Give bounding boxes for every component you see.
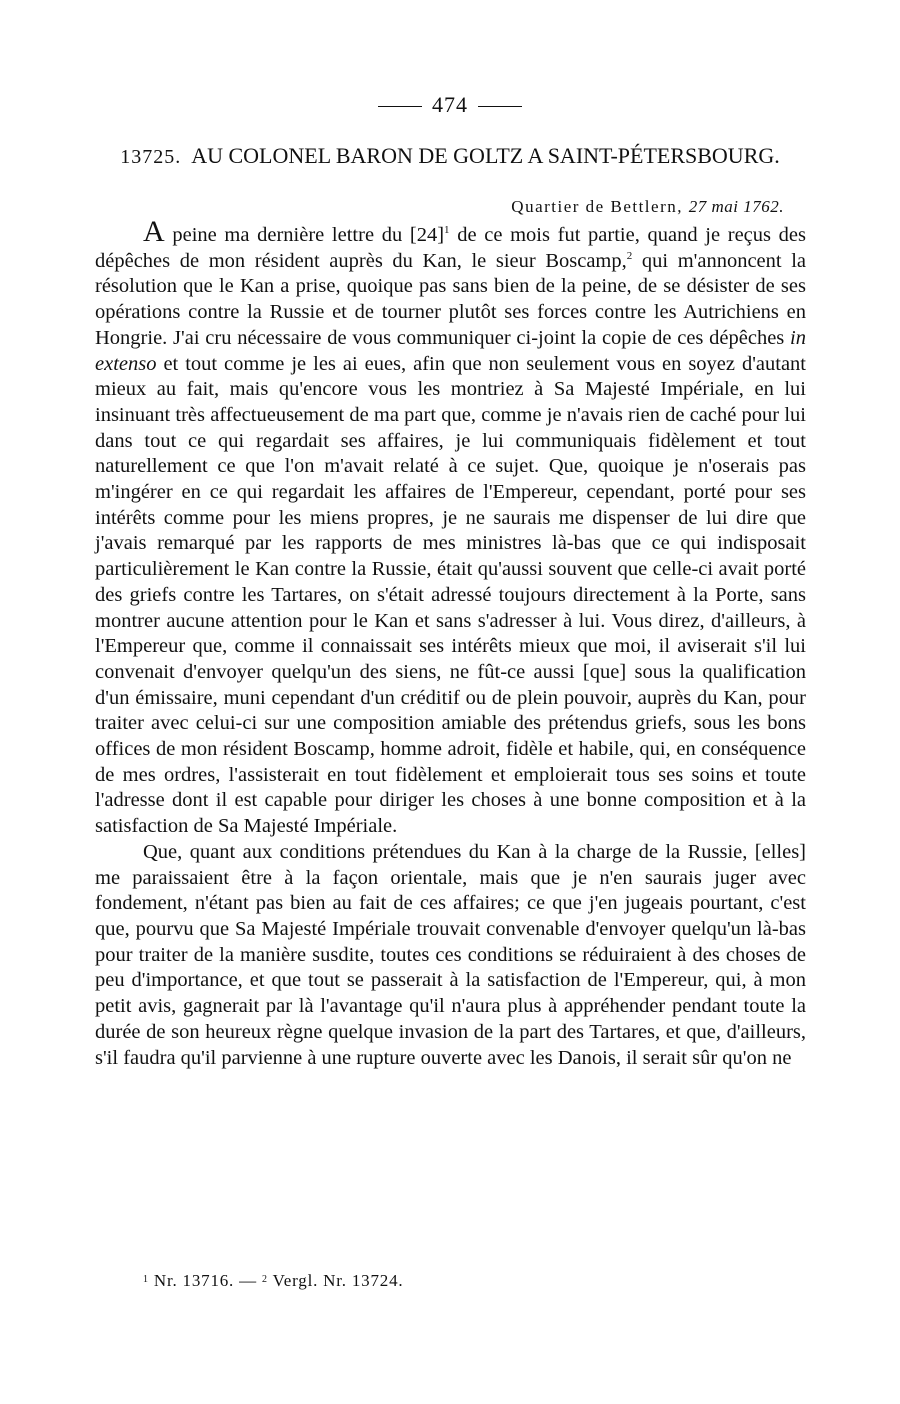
paragraph-1-part-d: et tout comme je les ai eues, afin que non seulement vous en soyez d'autant mieux au fait, mais qu'encore vous les montriez à Sa Majesté Impériale, en lui insinuant très affectueusement de ma part que, comme je n'avais rien de caché pour lui dans tout ce qui regardait ses affaires, je lui communiquais fidèlement et tout naturellement ce que l'on m'avait relaté à ce sujet. Que, quoique je n'oserais pas m'ingérer en ce qui regardait les affaires de l'Empereur, cependant, porté pour ses intérêts comme pour les miens propres, je ne saurais me dispenser de lui dire que j'avais remarqué par les rapports de mes ministres là-bas que ce qui indisposait particulièrement le Kan contre la Russie, était qu'aussi souvent que celle-ci avait porté des griefs contre les Tartares, on s'était adressé toujours directement à la Porte, sans montrer aucune attention pour le Kan et sans s'adresser à lui. Vous direz, d'ailleurs, à l'Empereur que, comme il connaissait ses intérêts mieux que moi, il aviserait s'il lui convenait d'envoyer quelqu'un des siens, ne fût-ce aussi [que] sous la qualification d'un émissaire, muni cependant d'un créditif ou de plein pouvoir, auprès du Kan, pour traiter avec celui-ci sur une composition amiable des prétendus griefs, sous les bons offices de mon résident Boscamp, homme adroit, fidèle et habile, qui, en conséquence de mes ordres, l'assisterait en tout fidèlement et emploierait tous ses soins et toute l'adresse dont il est capable pour diriger les choses à une bonne composition et à la satisfaction de Sa Majesté Impériale. bbox=[95, 352, 806, 838]
footnote-1-text: Nr. 13716. — bbox=[148, 1271, 263, 1290]
letter-heading bbox=[96, 142, 804, 171]
page-number-text: 474 bbox=[432, 92, 468, 117]
page-number-right-rule bbox=[478, 106, 522, 107]
page-number bbox=[0, 92, 900, 118]
page-number-left-rule bbox=[378, 106, 422, 107]
footnote-1-mark: 1 bbox=[143, 1274, 149, 1285]
letter-body bbox=[95, 215, 807, 1071]
dateline-place: Quartier de Bettlern, bbox=[511, 197, 683, 216]
paragraph-2: Que, quant aux conditions prétendues du Kan à la charge de la Russie, [elles] me paraissaient être à la façon orientale, mais que je n'en saurais juger avec fondement, n'étant pas bien au fait de ces affaires; ce que j'en jugeais pourtant, c'est que, pourvu que Sa Majesté Impériale trouvait convenable d'envoyer quelqu'un là-bas pour traiter de la manière susdite, toutes ces conditions se réduiraient à des choses de peu d'importance, et que tout se passerait à la satisfaction de l'Empereur, qui, à mon petit avis, gagnerait par là l'avantage qu'il n'aura plus à appréhender pendant toute la durée de son heureux règne quelque invasion de la part des Tartares, et que, d'ailleurs, s'il faudra qu'il parvienne à une rupture ouverte avec les Danois, il serait sûr qu'on ne bbox=[95, 840, 806, 1069]
letter-title: AU COLONEL BARON DE GOLTZ A SAINT-PÉTERSBOURG. bbox=[191, 143, 780, 168]
footnotes bbox=[143, 1271, 803, 1291]
footnote-ref-1: 1 bbox=[444, 224, 450, 236]
dateline bbox=[511, 197, 784, 217]
dateline-date: 27 mai 1762. bbox=[688, 197, 784, 216]
letter-number: 13725. bbox=[120, 146, 182, 168]
footnote-ref-2: 2 bbox=[626, 249, 633, 262]
paragraph-initial: A bbox=[143, 215, 165, 248]
paragraph-1 bbox=[95, 215, 807, 840]
paragraph-1-part-b: de ce mois fut partie, quand je reçus des dépêches de mon résident auprès du Kan, le sieur Boscamp, bbox=[95, 224, 806, 272]
footnote-2-mark: 2 bbox=[262, 1274, 268, 1285]
footnote-2-text: Vergl. Nr. 13724. bbox=[267, 1271, 404, 1290]
paragraph-1-part-c: qui m'annoncent la résolution que le Kan a prise, quoique pas sans bien de la peine, de se désister de ses opérations contre la Russie et de tourner plutôt ses forces contre les Autrichiens en Hongrie. J'ai cru nécessaire de vous communiquer ci-joint la copie de ces dépêches bbox=[95, 249, 807, 349]
paragraph-1-italic: in extenso bbox=[95, 326, 806, 375]
paragraph-1-part-a: peine ma dernière lettre du [24] bbox=[172, 224, 445, 246]
